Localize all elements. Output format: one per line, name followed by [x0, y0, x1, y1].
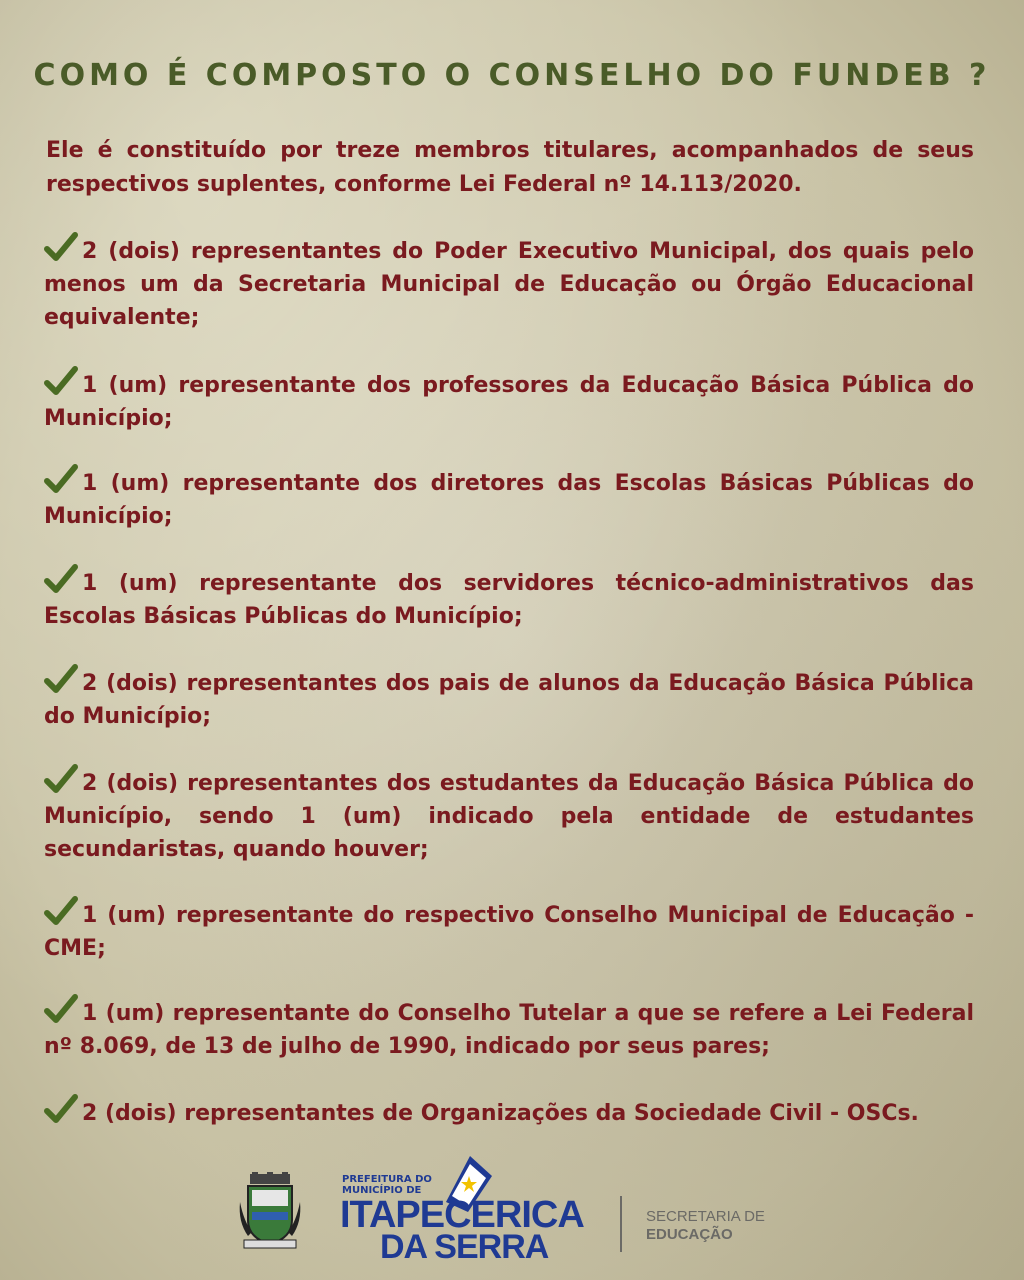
page-title: COMO É COMPOSTO O CONSELHO DO FUNDEB ?: [33, 58, 991, 93]
check-icon: [44, 232, 78, 262]
prefeitura-label: PREFEITURA DO MUNICÍPIO DE: [342, 1174, 432, 1196]
check-icon: [44, 366, 78, 396]
crest-icon: [238, 1172, 302, 1250]
check-icon: [44, 994, 78, 1024]
list-item: [44, 994, 974, 1063]
check-icon: [44, 764, 78, 794]
list-item-text: 2 (dois) representantes dos pais de alunos da Educação Básica Pública do Município;: [44, 671, 974, 729]
footer-divider: [620, 1196, 622, 1252]
list-item-text: 2 (dois) representantes dos estudantes da Educação Básica Pública do Município, sendo 1 (um) indicado pela entidade de estudantes secundaristas, quando houver;: [44, 771, 974, 862]
list-item-text: 2 (dois) representantes do Poder Executivo Municipal, dos quais pelo menos um da Secretaria Municipal de Educação ou Órgão Educacional equivalente;: [44, 239, 974, 330]
list-item: [44, 564, 974, 633]
list-item-text: 1 (um) representante dos diretores das Escolas Básicas Públicas do Município;: [44, 471, 974, 529]
list-item-text: 1 (um) representante dos professores da Educação Básica Pública do Município;: [44, 373, 974, 431]
check-icon: [44, 564, 78, 594]
list-item: [44, 1094, 974, 1130]
secretaria-line1: SECRETARIA DE: [646, 1208, 765, 1225]
list-item-text: 1 (um) representante do Conselho Tutelar a que se refere a Lei Federal nº 8.069, de 13 de julho de 1990, indicado por seus pares;: [44, 1001, 974, 1059]
city-name-line1: ITAPECERICA: [340, 1194, 584, 1236]
list-item: [44, 896, 974, 965]
check-icon: [44, 1094, 78, 1124]
city-name-line2: DA SERRA: [380, 1228, 549, 1266]
list-item: [44, 366, 974, 435]
list-item-text: 2 (dois) representantes de Organizações da Sociedade Civil - OSCs.: [82, 1101, 919, 1126]
list-item: [44, 232, 974, 334]
check-icon: [44, 464, 78, 494]
list-item: [44, 764, 974, 866]
footer: [0, 1150, 1024, 1266]
check-icon: [44, 896, 78, 926]
intro-text: Ele é constituído por treze membros titulares, acompanhados de seus respectivos suplentes, conforme Lei Federal nº 14.113/2020.: [46, 138, 974, 197]
list-item-text: 1 (um) representante do respectivo Conselho Municipal de Educação - CME;: [44, 903, 974, 961]
secretaria-line2: EDUCAÇÃO: [646, 1226, 733, 1243]
list-item-text: 1 (um) representante dos servidores técnico-administrativos das Escolas Básicas Públicas do Município;: [44, 571, 974, 629]
list-item: [44, 664, 974, 733]
check-icon: [44, 664, 78, 694]
list-item: [44, 464, 974, 533]
